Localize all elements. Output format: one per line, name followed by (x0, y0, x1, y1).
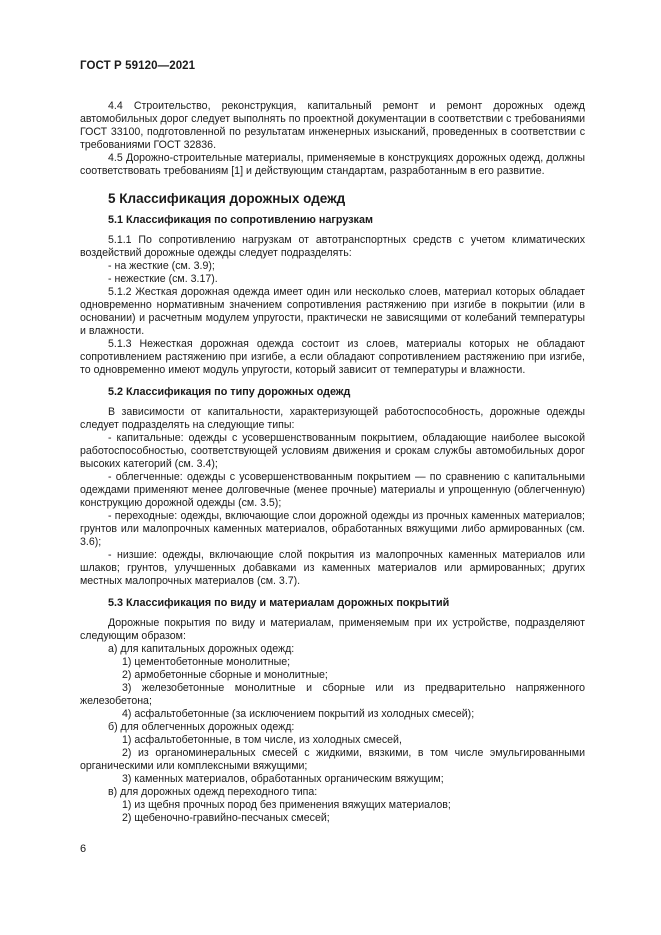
list-item-a4: 4) асфальтобетонные (за исключением покрытий из холодных смесей); (122, 708, 475, 720)
section-5-heading: 5 Классификация дорожных одежд (108, 191, 346, 206)
list-item-a2: 2) армобетонные сборные и монолитные; (122, 669, 328, 681)
list-item-b: б) для облегченных дорожных одежд: (108, 721, 295, 733)
list-item-v1: 1) из щебня прочных пород без применения вяжущих материалов; (122, 799, 451, 811)
paragraph-5-3-intro: Дорожные покрытия по виду и материалам, применяемым при их устройстве, подразделяют следующим образом: (80, 617, 585, 642)
paragraph-5-1-1: 5.1.1 По сопротивлению нагрузкам от автотранспортных средств с учетом климатических воздействий дорожные одежды следует подразделять: (80, 234, 585, 259)
paragraph-4-4: 4.4 Строительство, реконструкция, капитальный ремонт и ремонт дорожных одежд автомобильных дорог следует выполнять по проектной документации в соответствии с требованиями ГОСТ 33100, подготовленной по результатам инженерных изысканий, проведенных в соответствии с требованиями ГОСТ 32836. (80, 100, 585, 151)
list-item-a3: 3) железобетонные монолитные и сборные или из предварительно напряженного железобетона; (80, 682, 585, 707)
section-5-2-heading: 5.2 Классификация по типу дорожных одежд (108, 386, 351, 398)
list-item-lightweight: - облегченные: одежды с усовершенствованным покрытием — по сравнению с капитальными одеждами применяют менее долговечные (менее прочные) материалы и упрощенную (облегченную) конструкцию дорожной одежды (см. 3.5); (80, 471, 585, 509)
list-item-v: в) для дорожных одежд переходного типа: (108, 786, 318, 798)
list-item-b3: 3) каменных материалов, обработанных органическим вяжущим; (122, 773, 444, 785)
section-5-3-heading: 5.3 Классификация по виду и материалам дорожных покрытий (108, 597, 450, 609)
page-number: 6 (80, 843, 87, 855)
paragraph-5-1-3: 5.1.3 Нежесткая дорожная одежда состоит из слоев, материалы которых не обладают сопротивлением растяжению при изгибе, а если обладают сопротивлением растяжению при изгибе, то одновременно имеют модуль упругости, который зависит от температуры и влажности. (80, 338, 585, 376)
list-item-nonrigid: - нежесткие (см. 3.17). (108, 273, 218, 285)
paragraph-4-5: 4.5 Дорожно-строительные материалы, применяемые в конструкциях дорожных одежд, должны соответствовать требованиям [1] и действующим стандартам, разработанным в его развитие. (80, 152, 585, 177)
list-item-transitional: - переходные: одежды, включающие слои дорожной одежды из прочных каменных материалов; грунтов или малопрочных каменных материалов, обработанных вяжущими либо армированных (см. 3.6); (80, 510, 585, 548)
list-item-rigid: - на жесткие (см. 3.9); (108, 260, 215, 272)
list-item-b1: 1) асфальтобетонные, в том числе, из холодных смесей, (122, 734, 402, 746)
list-item-b2: 2) из органоминеральных смесей с жидкими, вязкими, в том числе эмульгированными органическими или комплексными вяжущими; (80, 747, 585, 772)
paragraph-5-1-2: 5.1.2 Жесткая дорожная одежда имеет один или несколько слоев, материал которых обладает одновременно нормативным значением сопротивления растяжению при изгибе в покрытии (или в основании) и расчетным модулем упругости, практически не зависящими от колебаний температуры и влажности. (80, 286, 585, 337)
document-header: ГОСТ Р 59120—2021 (80, 60, 196, 72)
list-item-a1: 1) цементобетонные монолитные; (122, 656, 291, 668)
list-item-v2: 2) щебеночно-гравийно-песчаных смесей; (122, 812, 330, 824)
list-item-capital: - капитальные: одежды с усовершенствованным покрытием, обладающие наиболее высокой работоспособностью, соответствующей условиям движения и срокам службы автомобильных дорог высоких категорий (см. 3.4); (80, 432, 585, 470)
document-body (80, 100, 585, 825)
list-item-a: а) для капитальных дорожных одежд: (108, 643, 295, 655)
paragraph-5-2-intro: В зависимости от капитальности, характеризующей работоспособность, дорожные одежды следует подразделять на следующие типы: (80, 406, 585, 431)
section-5-1-heading: 5.1 Классификация по сопротивлению нагрузкам (108, 214, 373, 226)
list-item-lower: - низшие: одежды, включающие слой покрытия из малопрочных каменных материалов или шлаков; грунтов, улучшенных добавками из каменных материалов или армированных; других местных малопрочных материалов (см. 3.7). (80, 549, 585, 587)
